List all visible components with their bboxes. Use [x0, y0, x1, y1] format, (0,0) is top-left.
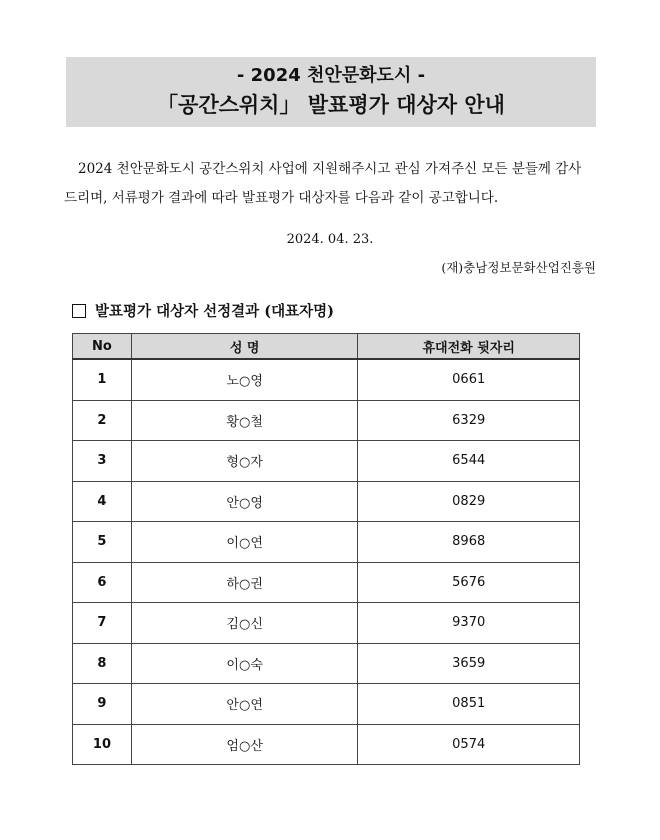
intro-line-2: 드리며, 서류평가 결과에 따라 발표평가 대상자를 다음과 같이 공고합니다.	[64, 190, 499, 206]
row-phone: 6329	[358, 400, 580, 441]
row-name: 노○영	[131, 359, 358, 400]
intro-line-1: 2024 천안문화도시 공간스위치 사업에 지원해주시고 관심 가져주신 모든 분들께 감사	[78, 161, 582, 177]
row-phone: 0574	[358, 724, 580, 765]
table-row	[73, 441, 580, 482]
row-name: 이○숙	[131, 643, 358, 684]
table-row	[73, 522, 580, 563]
table-header-row	[73, 334, 580, 360]
row-no: 3	[73, 441, 132, 482]
row-name: 김○신	[131, 603, 358, 644]
header-phone: 휴대전화 뒷자리	[358, 334, 580, 360]
intro-paragraph	[64, 155, 598, 213]
row-no: 1	[73, 359, 132, 400]
row-name: 안○영	[131, 481, 358, 522]
row-name: 형○자	[131, 441, 358, 482]
row-phone: 9370	[358, 603, 580, 644]
row-no: 9	[73, 684, 132, 725]
row-phone: 0661	[358, 359, 580, 400]
table-row	[73, 400, 580, 441]
header-no: No	[73, 334, 132, 360]
row-phone: 8968	[358, 522, 580, 563]
row-no: 4	[73, 481, 132, 522]
table-row	[73, 643, 580, 684]
row-name: 하○권	[131, 562, 358, 603]
table-row	[73, 359, 580, 400]
row-no: 2	[73, 400, 132, 441]
row-phone: 0851	[358, 684, 580, 725]
section-title	[72, 300, 334, 321]
table-row	[73, 562, 580, 603]
table-row	[73, 724, 580, 765]
section-title-text: 발표평가 대상자 선정결과 (대표자명)	[95, 303, 334, 320]
table-row	[73, 684, 580, 725]
row-no: 8	[73, 643, 132, 684]
row-phone: 0829	[358, 481, 580, 522]
table-row	[73, 481, 580, 522]
row-no: 7	[73, 603, 132, 644]
results-table	[72, 333, 580, 765]
title-line-2: 「공간스위치」 발표평가 대상자 안내	[157, 93, 505, 117]
row-no: 10	[73, 724, 132, 765]
checkbox-icon	[72, 304, 86, 318]
row-phone: 5676	[358, 562, 580, 603]
row-name: 황○철	[131, 400, 358, 441]
row-phone: 3659	[358, 643, 580, 684]
row-name: 엄○산	[131, 724, 358, 765]
announcement-date: 2024. 04. 23.	[286, 232, 374, 247]
row-name: 이○연	[131, 522, 358, 563]
title-box	[66, 57, 596, 127]
table-row	[73, 603, 580, 644]
title-line-1: - 2024 천안문화도시 -	[236, 65, 426, 86]
header-name: 성 명	[131, 334, 358, 360]
row-no: 6	[73, 562, 132, 603]
row-no: 5	[73, 522, 132, 563]
organization-name: (재)충남정보문화산업진흥원	[441, 260, 596, 275]
row-phone: 6544	[358, 441, 580, 482]
row-name: 안○연	[131, 684, 358, 725]
